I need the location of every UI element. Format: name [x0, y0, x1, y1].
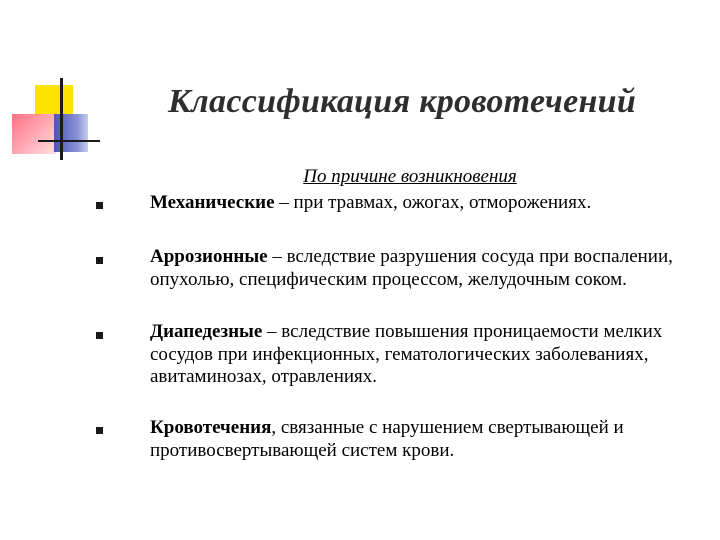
list-item: [150, 417, 695, 462]
square-bullet-icon: [96, 202, 103, 209]
pink-square: [12, 114, 56, 154]
item-term: Аррозионные: [150, 246, 268, 267]
item-text: – при травмах, ожогах, отморожениях.: [274, 192, 592, 213]
vertical-line: [60, 78, 63, 160]
list-item: [150, 321, 695, 389]
horizontal-line: [38, 140, 100, 142]
list-item: [150, 246, 695, 291]
item-text: – вследствие разрушения сосуда при воспалении, опухолью, специфическим процессом, желудочным соком.: [150, 246, 673, 290]
list-item: [150, 192, 695, 215]
square-bullet-icon: [96, 332, 103, 339]
item-term: Диапедезные: [150, 321, 263, 342]
item-text: , связанные с нарушением свертывающей и противосвертывающей систем крови.: [150, 417, 624, 461]
item-term: Механические: [150, 192, 275, 213]
color-squares-logo: [0, 0, 110, 170]
square-bullet-icon: [96, 427, 103, 434]
item-text: – вследствие повышения проницаемости мелких сосудов при инфекционных, гематологических заболеваниях, авитаминозах, отравлениях.: [150, 321, 663, 387]
item-term: Кровотечения: [150, 417, 272, 438]
square-bullet-icon: [96, 257, 103, 264]
slide-title: Классификация кровотечений: [167, 83, 637, 120]
slide-subtitle: По причине возникновения: [303, 166, 517, 187]
